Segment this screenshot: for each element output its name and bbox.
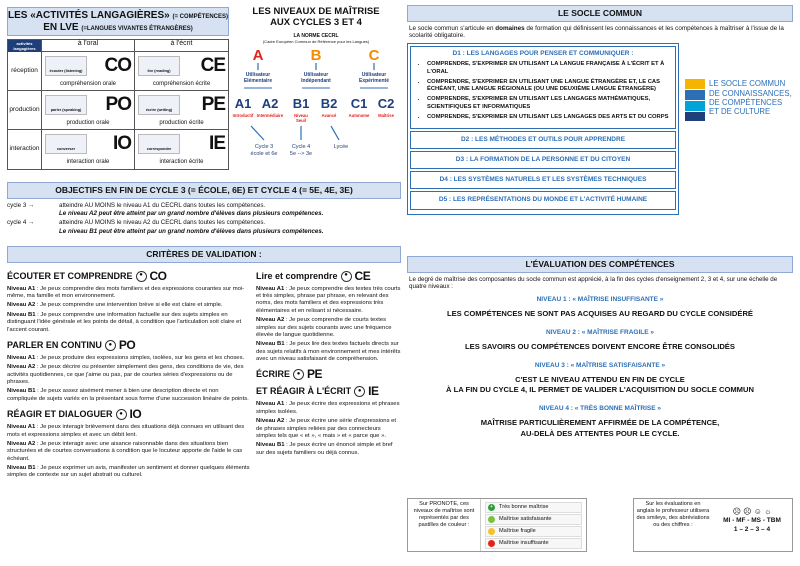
socle-title: LE SOCLE COMMUN bbox=[407, 5, 793, 22]
d1-list bbox=[415, 61, 671, 121]
critere-level-name: Niveau A1 bbox=[7, 424, 36, 431]
activity-cell-oral bbox=[42, 91, 135, 130]
activity-code: IE bbox=[209, 133, 225, 154]
socle-intro bbox=[409, 25, 793, 41]
criteres-right-column bbox=[256, 265, 401, 483]
activity-illustration-ecrit bbox=[138, 95, 180, 115]
niveaux-title bbox=[231, 7, 401, 29]
socle-logo-text bbox=[709, 79, 792, 214]
critere-level bbox=[256, 418, 401, 440]
critere-level-text: : Je peux produire des expressions simples, isolées, sur les gens et les choses. bbox=[35, 354, 245, 361]
logo-line-2: DE CONNAISSANCES, bbox=[709, 88, 792, 98]
activity-caption: compréhension écrite bbox=[152, 80, 211, 87]
critere-level bbox=[7, 355, 250, 362]
critere-level bbox=[256, 442, 401, 457]
cecrl-level-label: Intermédiaire bbox=[256, 113, 284, 119]
activity-cell-ecrit bbox=[135, 52, 228, 91]
cecrl-group-letter: C bbox=[368, 47, 380, 65]
activites-title bbox=[7, 7, 229, 36]
logo-line-3: DE COMPÉTENCES bbox=[709, 97, 783, 107]
critere-code: IO bbox=[129, 407, 142, 422]
smiley-icons: ☹ ☹ ☺ ☼ bbox=[732, 507, 772, 516]
activity-code: CO bbox=[104, 55, 131, 76]
cecrl-subheading: (Cadre Européen Commun de Référence pour les Langues) bbox=[262, 39, 370, 45]
socle-intro-a: Le socle commun s'articule en bbox=[409, 24, 496, 32]
d1-box bbox=[410, 46, 676, 129]
critere-level-text: : Je peux décrire ou présenter simplement des gens, des conditions de vie, des activités quotidiennes, ce que j'aime ou pas, par de courtes séries d'expressions ou de phrases. bbox=[7, 364, 244, 385]
critere-section-title bbox=[7, 269, 250, 284]
domain-box-d5: D5 : LES REPRÉSENTATIONS DU MONDE ET L'ACTIVITÉ HUMAINE bbox=[410, 191, 676, 209]
evaluation-level-body: C'EST LE NIVEAU ATTENDU EN FIN DE CYCLE bbox=[515, 374, 685, 384]
niveaux-panel bbox=[231, 7, 401, 182]
critere-code-2: IE bbox=[368, 384, 379, 399]
activity-illustration-ecrit bbox=[138, 134, 180, 154]
evaluation-title: L'ÉVALUATION DES COMPÉTENCES bbox=[407, 256, 793, 273]
critere-title-text-2: ET RÉAGIR À L'ÉCRIT bbox=[256, 386, 352, 397]
critere-level-name: Niveau B1 bbox=[7, 388, 36, 395]
critere-level-text: : Je peux comprendre des mots familiers et des expressions courantes sur moi-même, ma famille et mon environnement. bbox=[7, 285, 245, 299]
pronote-text: Sur PRONOTE, ces niveaux de maîtrise sont représentés par des pastilles de couleur : bbox=[413, 501, 475, 528]
smiley-box bbox=[633, 498, 793, 552]
objectifs-title: OBJECTIFS EN FIN DE CYCLE 3 (= ÉCOLE, 6E) ET CYCLE 4 (= 5E, 4E, 3E) bbox=[7, 182, 401, 199]
evaluation-level-body: LES SAVOIRS OU COMPÉTENCES DOIVENT ENCORE ÊTRE CONSOLIDÉS bbox=[465, 342, 735, 351]
skill-icon: ● bbox=[354, 386, 365, 397]
critere-level bbox=[7, 465, 250, 480]
activity-illustration-caption: correspondre bbox=[146, 147, 172, 152]
cycle4-italic: Le niveau B1 peut être atteint par un grand nombre d'élèves dans plusieurs compétences. bbox=[59, 227, 324, 235]
evaluation-level-head: NIVEAU 3 : « MAÎTRISE SATISFAISANTE » bbox=[534, 361, 666, 369]
activity-illustration-ecrit bbox=[138, 56, 180, 76]
evaluation-panel bbox=[407, 256, 793, 448]
skill-icon: ● bbox=[105, 340, 116, 351]
critere-section-title bbox=[7, 407, 250, 422]
critere-title-text: RÉAGIR ET DIALOGUER bbox=[7, 409, 113, 419]
criteres-title: CRITÈRES DE VALIDATION : bbox=[7, 246, 401, 263]
activity-caption: interaction écrite bbox=[159, 158, 204, 165]
critere-level bbox=[256, 341, 401, 363]
evaluation-levels bbox=[407, 296, 793, 439]
critere-level-name: Niveau A2 bbox=[7, 440, 36, 447]
cecrl-group-label: Indépendant bbox=[301, 78, 331, 85]
critere-level-name: Niveau A1 bbox=[256, 285, 285, 292]
activity-illustration-caption: lire (reading) bbox=[147, 69, 171, 74]
legend-dot-icon: + bbox=[488, 504, 495, 511]
legend-row bbox=[485, 538, 582, 549]
pronote-legend bbox=[480, 499, 586, 551]
critere-level-text: : Je peux écrire une série d'expressions et de phrases simples reliées par des connecteurs simples tels que « et », « mais » et « parce que ». bbox=[256, 418, 397, 439]
socle-logo bbox=[685, 43, 793, 214]
cecrl-level-label: Niveau bbox=[294, 113, 308, 119]
critere-level-text: : Je peux écrire des expressions et phrases simples isolées. bbox=[256, 401, 400, 415]
row-label: réception bbox=[8, 52, 42, 91]
criteres-panel bbox=[7, 246, 401, 483]
smiley-scale bbox=[712, 499, 792, 551]
logo-line-1: LE SOCLE COMMUN bbox=[709, 79, 786, 89]
d1-item: • COMPRENDRE, S'EXPRIMER EN UTILISANT UNE LANGUE ÉTRANGÈRE ET, LE CAS ÉCHÉANT, UNE LANGUE RÉGIONALE (OU UNE DEUXIÈME LANGUE ÉTRANGÈRE) bbox=[427, 79, 671, 93]
critere-level-text: : Je peux assez aisément mener à bien une description directe et non compliquée de sujets variés en la présentant sous forme d'une succession linéaire de points. bbox=[7, 388, 249, 402]
socle-domains bbox=[407, 43, 679, 214]
cecrl-level-code: B2 bbox=[320, 96, 338, 112]
activity-cell-ecrit bbox=[135, 91, 228, 130]
socle-intro-b: domaines bbox=[495, 24, 525, 32]
lycee-label: Lycée bbox=[333, 144, 349, 151]
critere-section bbox=[7, 269, 250, 334]
socle-logo-mark-icon bbox=[685, 79, 705, 121]
critere-level bbox=[7, 388, 250, 403]
legend-label: Maîtrise fragile bbox=[499, 528, 536, 534]
cecrl-group-label: Utilisateur bbox=[303, 72, 329, 79]
cecrl-level-label: Autonome bbox=[348, 113, 370, 119]
evaluation-level-head: NIVEAU 2 : « MAÎTRISE FRAGILE » bbox=[546, 328, 654, 336]
critere-level-name: Niveau B1 bbox=[7, 465, 36, 471]
activity-illustration-caption: parler (speaking) bbox=[50, 108, 82, 113]
critere-level-text: : Je peux lire des textes factuels directs sur des sujets relatifs à mon environnement et mes intérêts avec un niveau satisfaisant de compréhension. bbox=[256, 341, 401, 362]
critere-title-text: ÉCOUTER ET COMPRENDRE bbox=[7, 270, 133, 281]
legend-label: Très bonne maîtrise bbox=[499, 504, 549, 510]
critere-level-name: Niveau A1 bbox=[256, 401, 285, 408]
critere-section bbox=[7, 407, 250, 480]
smiley-text: Sur les évaluations en anglais le professeur utilisera des smileys, des abréviations ou des chiffres : bbox=[636, 501, 710, 528]
evaluation-intro: Le degré de maîtrise des composantes du socle commun est apprécié, à la fin des cycles d'enseignement 2, 3 et 4, sur une échelle de quatre niveaux : bbox=[409, 275, 778, 291]
activites-title-small2: (=LANGUES VIVANTES ÉTRANGÈRES) bbox=[81, 25, 193, 32]
activity-caption: interaction orale bbox=[66, 158, 110, 165]
cecrl-group-label: Utilisateur bbox=[245, 72, 271, 79]
domain-box-d2: D2 : LES MÉTHODES ET OUTILS POUR APPRENDRE bbox=[410, 131, 676, 149]
activity-cell-oral bbox=[42, 52, 135, 91]
evaluation-level bbox=[407, 362, 793, 396]
activites-table bbox=[7, 39, 229, 170]
activity-caption: production orale bbox=[66, 119, 110, 126]
evaluation-level-head: NIVEAU 1 : « MAÎTRISE INSUFFISANTE » bbox=[536, 296, 664, 304]
evaluation-level bbox=[407, 405, 793, 439]
critere-code: PO bbox=[118, 337, 136, 352]
objectifs-body bbox=[7, 202, 401, 236]
evaluation-level-head: NIVEAU 4 : « TRÈS BONNE MAÎTRISE » bbox=[538, 405, 662, 412]
cycle3-label: Cycle 3 bbox=[254, 144, 274, 151]
cecrl-level-code: B1 bbox=[292, 96, 310, 112]
cecrl-group-label: Elémentaire bbox=[243, 78, 273, 85]
domain-box-d3: D3 : LA FORMATION DE LA PERSONNE ET DU CITOYEN bbox=[410, 151, 676, 169]
cecrl-diagram bbox=[231, 46, 401, 174]
socle-panel bbox=[407, 5, 793, 215]
domain-boxes bbox=[410, 131, 676, 210]
critere-level-text: : Je peux comprendre de courts textes simples sur des sujets courants avec une fréquence élevée de langue quotidienne. bbox=[256, 317, 392, 338]
activites-title-small1: (= COMPÉTENCES) bbox=[172, 14, 228, 20]
cycle4-sublabel: 5e --> 3e bbox=[289, 151, 313, 158]
evaluation-level-body: LES COMPÉTENCES NE SONT PAS ACQUISES AU REGARD DU CYCLE CONSIDÉRÉ bbox=[446, 309, 754, 319]
logo-line-4: ET DE CULTURE bbox=[709, 106, 771, 116]
criteres-left-column bbox=[7, 265, 250, 483]
skill-icon: ● bbox=[341, 271, 352, 282]
evaluation-level-body: AU-DELÀ DES ATTENTES POUR LE CYCLE. bbox=[520, 428, 680, 438]
cecrl-level-code: C1 bbox=[350, 96, 368, 112]
skill-icon: ● bbox=[293, 369, 304, 380]
cecrl-level-label: Introductif bbox=[232, 113, 254, 119]
critere-level bbox=[256, 401, 401, 416]
cycle3-label: cycle 3 → bbox=[7, 201, 35, 209]
cecrl-level-label: Avancé bbox=[321, 113, 337, 119]
cecrl-level-code: C2 bbox=[377, 96, 395, 112]
cecrl-level-code: A2 bbox=[261, 96, 279, 112]
legend-label: Maîtrise satisfaisante bbox=[499, 516, 552, 522]
activity-illustration-oral bbox=[45, 95, 87, 115]
evaluation-level-body: À LA FIN DU CYCLE 4, IL PERMET DE VALIDER L'ACQUISITION DU SOCLE COMMUN bbox=[446, 385, 754, 395]
critere-section-title bbox=[256, 367, 401, 382]
critere-section bbox=[256, 269, 401, 364]
critere-section-title bbox=[7, 338, 250, 353]
critere-level-name: Niveau A2 bbox=[256, 317, 285, 324]
cecrl-heading: LA NORME CECRL bbox=[293, 32, 339, 39]
lycee-arrow bbox=[331, 126, 339, 140]
smiley-numbers: 1 – 2 – 3 – 4 bbox=[733, 525, 771, 533]
critere-code: PE bbox=[307, 367, 323, 382]
niveaux-title-line1: LES NIVEAUX DE MAÎTRISE bbox=[252, 6, 380, 17]
critere-level bbox=[7, 364, 250, 386]
activity-caption: production écrite bbox=[159, 119, 204, 126]
critere-level-name: Niveau B1 bbox=[256, 442, 285, 449]
activity-illustration-caption: écrire (writing) bbox=[145, 108, 173, 113]
critere-level bbox=[7, 424, 250, 439]
critere-title-text: PARLER EN CONTINU bbox=[7, 339, 102, 350]
activity-illustration-caption: converser bbox=[56, 147, 76, 152]
evaluation-level bbox=[407, 329, 793, 353]
critere-level bbox=[7, 302, 250, 309]
critere-section bbox=[7, 338, 250, 403]
critere-section bbox=[256, 367, 401, 457]
skill-icon: ● bbox=[116, 409, 127, 420]
cecrl-group-label: Expérimenté bbox=[358, 78, 390, 85]
activity-code: CE bbox=[200, 55, 225, 76]
legend-dot-icon bbox=[488, 540, 495, 547]
activity-cell-oral bbox=[42, 130, 135, 169]
critere-section-title bbox=[256, 269, 401, 284]
activity-code: PE bbox=[201, 94, 225, 115]
legend-row bbox=[485, 514, 582, 525]
critere-level bbox=[256, 317, 401, 339]
critere-level bbox=[7, 312, 250, 334]
critere-level-name: Niveau A1 bbox=[7, 354, 36, 361]
critere-level-name: Niveau B1 bbox=[7, 311, 36, 318]
cycle3-arrow bbox=[251, 126, 264, 140]
activites-panel bbox=[7, 7, 229, 182]
critere-level-text: : Je peux comprendre une information factuelle sur des sujets simples en distinguant l'idée générale et les points de détail, à condition que l'articulation soit claire et l'accent courant. bbox=[7, 311, 242, 333]
activites-title-line1: LES «ACTIVITÉS LANGAGIÈRES» bbox=[8, 10, 170, 21]
activites-title-line2: EN LVE bbox=[43, 21, 79, 33]
critere-level-name: Niveau A2 bbox=[256, 418, 285, 425]
cycle3-text: atteindre AU MOINS le niveau A1 du CECRL dans toutes les compétences. bbox=[59, 201, 266, 209]
activity-code: PO bbox=[105, 94, 131, 115]
critere-level-text: : Je peux exprimer un avis, manifester un sentiment et donner quelques éléments simples de contexte sur un sujet abstrait ou culturel. bbox=[7, 465, 250, 479]
activity-illustration-caption: écouter (listening) bbox=[49, 69, 83, 74]
d1-item: • COMPRENDRE, S'EXPRIMER EN UTILISANT LES LANGAGES DES ARTS ET DU CORPS bbox=[427, 114, 671, 121]
socle-intro-c: de formation qui définissent les connaissances et les compétences à maîtriser à l'issue de la scolarité obligatoire. bbox=[409, 24, 784, 40]
niveaux-title-line2: AUX CYCLES 3 ET 4 bbox=[270, 16, 362, 28]
d1-item: • COMPRENDRE, S'EXPRIMER EN UTILISANT LES LANGAGES MATHÉMATIQUES, SCIENTIFIQUES ET INFORMATIQUES bbox=[427, 96, 671, 110]
domain-box-d4: D4 : LES SYSTÈMES NATURELS ET LES SYSTÈMES TECHNIQUES bbox=[410, 171, 676, 189]
skill-icon: ● bbox=[136, 271, 147, 282]
critere-level bbox=[256, 286, 401, 316]
critere-level-name: Niveau A2 bbox=[7, 364, 36, 371]
critere-level-text: : Je peux interagir brièvement dans des situations déjà connues en utilisant des mots et expressions simples et avec un débit lent. bbox=[7, 424, 245, 438]
d1-item: • COMPRENDRE, S'EXPRIMER EN UTILISANT LA LANGUE FRANÇAISE À L'ÉCRIT ET À L'ORAL bbox=[427, 61, 671, 75]
cycle4-label: cycle 4 → bbox=[7, 219, 35, 227]
legend-row bbox=[485, 502, 582, 513]
cycle3-sublabel: école et 6e bbox=[250, 151, 278, 158]
activity-code: IO bbox=[112, 133, 131, 154]
smiley-abbrev: MI - MF - MS - TBM bbox=[723, 517, 781, 525]
critere-level bbox=[7, 441, 250, 463]
critere-section-title-2 bbox=[256, 384, 401, 399]
row-label: interaction bbox=[8, 130, 42, 169]
critere-level-name: Niveau A1 bbox=[7, 285, 36, 292]
critere-title-text: Lire et comprendre bbox=[256, 270, 338, 281]
critere-title-text: ÉCRIRE bbox=[256, 369, 291, 380]
legend-dot-icon bbox=[488, 528, 495, 535]
activity-illustration-oral bbox=[45, 134, 87, 154]
legend-row bbox=[485, 526, 582, 537]
activity-cell-ecrit bbox=[135, 130, 228, 169]
cecrl-group-label: Utilisateur bbox=[361, 72, 387, 79]
cecrl-group-letter: A bbox=[252, 47, 264, 65]
critere-level-text: : Je peux comprendre des textes très courts et très simples, phrase par phrase, en relevant des noms, des mots familiers et des expressions très élémentaires et en relisant si nécessaire. bbox=[256, 285, 401, 314]
cecrl-level-code: A1 bbox=[234, 96, 252, 112]
critere-code: CO bbox=[149, 268, 167, 283]
cycle4-text: atteindre AU MOINS le niveau A2 du CECRL dans toutes les compétences. bbox=[59, 219, 266, 227]
cecrl-level-label: Seuil bbox=[295, 118, 307, 124]
cycle4-label: Cycle 4 bbox=[291, 144, 311, 151]
cecrl-group-letter: B bbox=[310, 47, 322, 65]
critere-level-text: : Je peux comprendre une intervention brève si elle est claire et simple. bbox=[35, 302, 223, 309]
col-ecrit-header: à l'écrit bbox=[135, 40, 228, 52]
evaluation-level bbox=[407, 296, 793, 320]
evaluation-level-body: MAÎTRISE PARTICULIÈREMENT AFFIRMÉE DE LA COMPÉTENCE, bbox=[480, 418, 720, 428]
cycle3-italic: Le niveau A2 peut être atteint par un grand nombre d'élèves dans plusieurs compétences. bbox=[59, 210, 324, 218]
cecrl-level-label: Maîtrise bbox=[378, 113, 394, 119]
objectifs-panel bbox=[7, 182, 401, 236]
critere-level-text: : Je peux interagir avec une aisance raisonnable dans des situations bien structurées et de courtes conversations à condition que le locuteur apporte de l'aide le cas échéant. bbox=[7, 440, 243, 462]
pronote-box bbox=[407, 498, 587, 552]
critere-code: CE bbox=[354, 268, 371, 283]
activity-caption: compréhension orale bbox=[59, 80, 117, 87]
d1-title: D1 : LES LANGAGES POUR PENSER ET COMMUNIQUER : bbox=[452, 50, 634, 58]
col-oral-header: à l'oral bbox=[42, 40, 135, 52]
critere-level-text: : Je peux écrire un énoncé simple et bref sur des sujets familiers ou déjà connus. bbox=[256, 442, 393, 456]
critere-level bbox=[7, 286, 250, 301]
critere-level-name: Niveau B1 bbox=[256, 341, 285, 348]
activity-illustration-oral bbox=[45, 56, 87, 76]
critere-level-name: Niveau A2 bbox=[7, 302, 36, 309]
row-label: production bbox=[8, 91, 42, 130]
legend-dot-icon bbox=[488, 516, 495, 523]
legend-label: Maîtrise insuffisante bbox=[499, 540, 549, 546]
table-corner: activités langagières bbox=[8, 40, 42, 52]
